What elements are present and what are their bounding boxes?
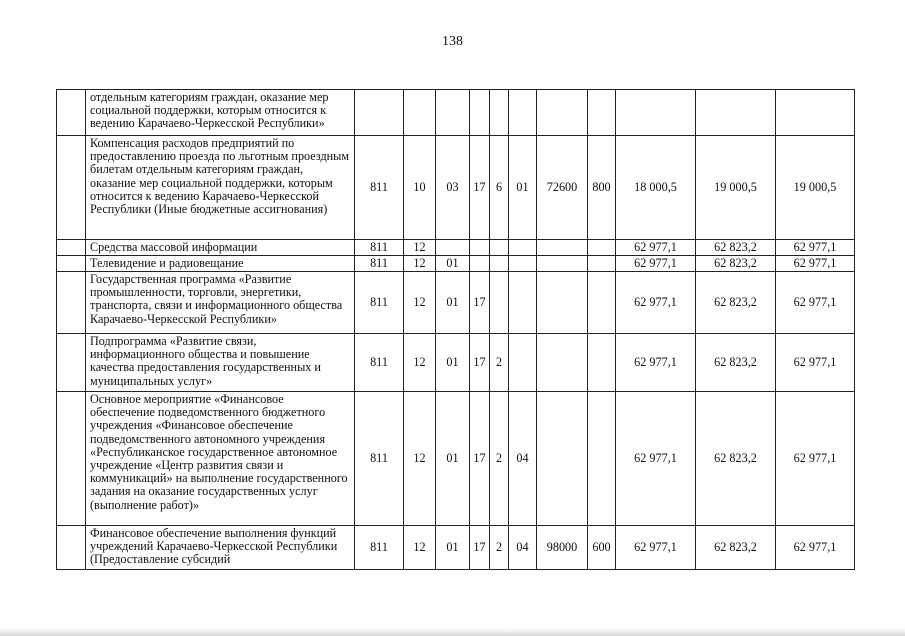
direction-code-cell	[537, 392, 588, 526]
amount-year-1-cell: 62 977,1	[616, 334, 696, 392]
subsection-code-cell	[436, 90, 470, 136]
table-row	[57, 136, 855, 240]
expense-type-cell	[588, 392, 616, 526]
subsection-code-cell: 01	[436, 256, 470, 272]
subsection-code-cell: 01	[436, 392, 470, 526]
page-number: 138	[442, 34, 463, 49]
program-code-cell: 17	[470, 136, 490, 240]
subprogram-code-cell	[490, 256, 509, 272]
item-name-cell: отдельным категориям граждан, оказание мер социальной поддержки, которым относится к ведению Карачаево-Черкесской Республики»	[86, 90, 355, 136]
amount-year-3-cell: 62 977,1	[776, 240, 855, 256]
amount-year-3-cell: 62 977,1	[776, 256, 855, 272]
table-row	[57, 240, 855, 256]
subsection-code-cell: 01	[436, 526, 470, 570]
activity-code-cell: 04	[509, 392, 537, 526]
amount-year-2-cell: 62 823,2	[696, 526, 776, 570]
activity-code-cell	[509, 256, 537, 272]
subprogram-code-cell: 6	[490, 136, 509, 240]
subprogram-code-cell: 2	[490, 334, 509, 392]
expense-type-cell	[588, 256, 616, 272]
table-row	[57, 90, 855, 136]
activity-code-cell	[509, 272, 537, 334]
number-cell	[57, 272, 86, 334]
section-code-cell: 10	[404, 136, 436, 240]
program-code-cell	[470, 240, 490, 256]
ministry-code-cell: 811	[355, 526, 404, 570]
amount-year-1-cell: 62 977,1	[616, 240, 696, 256]
amount-year-2-cell: 62 823,2	[696, 240, 776, 256]
direction-code-cell	[537, 256, 588, 272]
table-row	[57, 334, 855, 392]
subprogram-code-cell	[490, 90, 509, 136]
expense-type-cell	[588, 90, 616, 136]
activity-code-cell: 01	[509, 136, 537, 240]
item-name-cell: Компенсация расходов предприятий по предоставлению проезда по льготным проездным билетам отдельным категориям граждан, оказание мер социальной поддержки, которым относится к ведению Карачаево-Черкесской Республики (Иные бюджетные ассигнования)	[86, 136, 355, 240]
direction-code-cell	[537, 240, 588, 256]
program-code-cell: 17	[470, 526, 490, 570]
section-code-cell: 12	[404, 392, 436, 526]
direction-code-cell: 72600	[537, 136, 588, 240]
table-row	[57, 272, 855, 334]
amount-year-3-cell: 19 000,5	[776, 136, 855, 240]
subprogram-code-cell	[490, 240, 509, 256]
program-code-cell: 17	[470, 392, 490, 526]
section-code-cell: 12	[404, 256, 436, 272]
amount-year-3-cell: 62 977,1	[776, 392, 855, 526]
ministry-code-cell	[355, 90, 404, 136]
budget-table	[56, 89, 855, 570]
program-code-cell: 17	[470, 272, 490, 334]
number-cell	[57, 90, 86, 136]
ministry-code-cell: 811	[355, 136, 404, 240]
subsection-code-cell: 01	[436, 334, 470, 392]
amount-year-2-cell	[696, 90, 776, 136]
ministry-code-cell: 811	[355, 272, 404, 334]
activity-code-cell: 04	[509, 526, 537, 570]
section-code-cell: 12	[404, 334, 436, 392]
number-cell	[57, 526, 86, 570]
ministry-code-cell: 811	[355, 392, 404, 526]
ministry-code-cell: 811	[355, 334, 404, 392]
number-cell	[57, 334, 86, 392]
program-code-cell: 17	[470, 334, 490, 392]
expense-type-cell: 800	[588, 136, 616, 240]
subprogram-code-cell: 2	[490, 392, 509, 526]
amount-year-1-cell: 62 977,1	[616, 256, 696, 272]
amount-year-2-cell: 62 823,2	[696, 272, 776, 334]
section-code-cell: 12	[404, 526, 436, 570]
amount-year-1-cell: 62 977,1	[616, 392, 696, 526]
activity-code-cell	[509, 240, 537, 256]
amount-year-1-cell	[616, 90, 696, 136]
ministry-code-cell: 811	[355, 240, 404, 256]
item-name-cell: Телевидение и радиовещание	[86, 256, 355, 272]
subsection-code-cell: 01	[436, 272, 470, 334]
program-code-cell	[470, 90, 490, 136]
table-row	[57, 392, 855, 526]
subprogram-code-cell: 2	[490, 526, 509, 570]
number-cell	[57, 256, 86, 272]
amount-year-3-cell: 62 977,1	[776, 526, 855, 570]
expense-type-cell	[588, 272, 616, 334]
direction-code-cell	[537, 272, 588, 334]
amount-year-2-cell: 19 000,5	[696, 136, 776, 240]
activity-code-cell	[509, 90, 537, 136]
ministry-code-cell: 811	[355, 256, 404, 272]
expense-type-cell	[588, 240, 616, 256]
amount-year-3-cell: 62 977,1	[776, 272, 855, 334]
direction-code-cell	[537, 334, 588, 392]
number-cell	[57, 240, 86, 256]
number-cell	[57, 392, 86, 526]
amount-year-2-cell: 62 823,2	[696, 392, 776, 526]
amount-year-1-cell: 18 000,5	[616, 136, 696, 240]
subsection-code-cell: 03	[436, 136, 470, 240]
item-name-cell: Подпрограмма «Развитие связи, информационного общества и повышение качества предоставления государственных и муниципальных услуг»	[86, 334, 355, 392]
direction-code-cell	[537, 90, 588, 136]
scan-bottom-edge	[0, 628, 905, 636]
item-name-cell: Средства массовой информации	[86, 240, 355, 256]
item-name-cell: Финансовое обеспечение выполнения функций учреждений Карачаево-Черкесской Республики (Предоставление субсидий	[86, 526, 355, 570]
direction-code-cell: 98000	[537, 526, 588, 570]
amount-year-1-cell: 62 977,1	[616, 526, 696, 570]
program-code-cell	[470, 256, 490, 272]
subsection-code-cell	[436, 240, 470, 256]
section-code-cell	[404, 90, 436, 136]
amount-year-3-cell: 62 977,1	[776, 334, 855, 392]
subprogram-code-cell	[490, 272, 509, 334]
activity-code-cell	[509, 334, 537, 392]
amount-year-3-cell	[776, 90, 855, 136]
item-name-cell: Основное мероприятие «Финансовое обеспечение подведомственного бюджетного учреждения «Финансовое обеспечение подведомственного автономного учреждения «Республиканское государственное автономное учреждение «Центр развития связи и коммуникаций» на выполнение государственного задания на оказание государственных услуг (выполнение работ)»	[86, 392, 355, 526]
section-code-cell: 12	[404, 272, 436, 334]
number-cell	[57, 136, 86, 240]
amount-year-1-cell: 62 977,1	[616, 272, 696, 334]
table-row	[57, 256, 855, 272]
item-name-cell: Государственная программа «Развитие промышленности, торговли, энергетики, транспорта, связи и информационного общества Карачаево-Черкесской Республики»	[86, 272, 355, 334]
amount-year-2-cell: 62 823,2	[696, 256, 776, 272]
amount-year-2-cell: 62 823,2	[696, 334, 776, 392]
section-code-cell: 12	[404, 240, 436, 256]
expense-type-cell	[588, 334, 616, 392]
table-row	[57, 526, 855, 570]
expense-type-cell: 600	[588, 526, 616, 570]
